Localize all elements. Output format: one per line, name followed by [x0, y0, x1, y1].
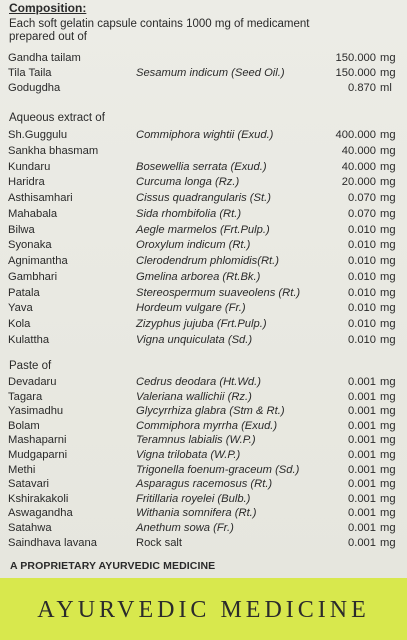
ingredient-quantity: 0.010 — [348, 270, 376, 283]
ingredient-quantity: 0.001 — [348, 507, 376, 520]
ingredient-unit: mg — [380, 449, 396, 461]
ingredient-quantity: 0.001 — [348, 449, 376, 461]
ingredient-unit: mg — [380, 192, 396, 204]
ingredient-quantity: 0.001 — [348, 492, 376, 505]
ingredient-unit: mg — [380, 129, 396, 141]
ingredient-unit: mg — [380, 52, 396, 64]
ingredient-row — [8, 224, 400, 237]
ingredient-unit: mg — [380, 176, 396, 189]
intro-line-2: prepared out of — [9, 31, 88, 43]
ingredient-unit: ml — [380, 82, 392, 94]
ingredient-row — [8, 449, 400, 462]
intro-line-1: Each soft gelatin capsule contains 1000 mg of medicament — [9, 18, 310, 30]
ingredient-row — [8, 464, 400, 477]
ingredient-source: Bosewellia serrata (Exud.) — [136, 160, 267, 173]
ingredient-quantity: 40.000 — [341, 160, 376, 173]
ingredient-source: Glycyrrhiza glabra (Stm & Rt.) — [136, 405, 285, 418]
ingredient-unit: mg — [380, 390, 396, 403]
ingredient-row — [8, 239, 400, 252]
ingredient-row — [8, 67, 400, 80]
composition-heading: Composition: — [9, 1, 87, 15]
ingredient-unit: mg — [380, 376, 396, 388]
ingredient-row — [8, 208, 400, 221]
ingredient-name: Bolam — [8, 419, 40, 432]
ingredient-source: Vigna trilobata (W.P.) — [136, 449, 241, 461]
ingredient-row — [8, 376, 400, 389]
ingredient-row — [8, 287, 400, 300]
ingredient-row — [8, 434, 400, 447]
ingredient-name: Satavari — [8, 478, 50, 491]
ingredient-row — [8, 420, 400, 433]
ingredient-name: Tagara — [8, 390, 43, 403]
ingredient-row — [8, 391, 400, 404]
ingredient-quantity: 150.000 — [335, 67, 376, 79]
ingredient-source: Withania somnifera (Rt.) — [136, 507, 257, 520]
ingredient-name: Kshirakakoli — [8, 492, 69, 505]
ingredient-name: Methi — [8, 463, 36, 476]
ingredient-name: Patala — [8, 286, 40, 299]
ingredient-row — [8, 537, 400, 550]
ingredient-row — [8, 302, 400, 315]
ingredient-source: Anethum sowa (Fr.) — [136, 522, 234, 534]
ingredient-quantity: 0.010 — [348, 286, 376, 299]
ingredient-unit: mg — [380, 463, 396, 476]
proprietary-note: A PROPRIETARY AYURVEDIC MEDICINE — [10, 560, 216, 572]
ingredient-name: Mashaparni — [8, 434, 67, 447]
ingredient-quantity: 0.010 — [348, 223, 376, 236]
ingredient-quantity: 0.010 — [348, 255, 376, 267]
ingredient-source: Commiphora myrrha (Exud.) — [136, 419, 278, 432]
ingredient-unit: mg — [380, 207, 396, 220]
ingredient-row — [8, 271, 400, 284]
ingredient-quantity: 0.010 — [348, 239, 376, 252]
ingredient-quantity: 0.001 — [348, 405, 376, 418]
ingredient-source: Teramnus labialis (W.P.) — [136, 434, 256, 447]
ingredient-source: Fritillaria royelei (Bulb.) — [136, 492, 251, 505]
ingredient-quantity: 0.001 — [348, 390, 376, 403]
ingredient-quantity: 0.010 — [348, 302, 376, 315]
ingredient-unit: mg — [380, 160, 396, 173]
ingredient-name: Agnimantha — [8, 255, 68, 267]
ingredient-source: Cedrus deodara (Ht.Wd.) — [136, 376, 261, 388]
ingredient-name: Haridra — [8, 176, 45, 189]
ingredient-quantity: 20.000 — [341, 176, 376, 189]
ingredient-quantity: 0.001 — [348, 463, 376, 476]
ingredient-quantity: 0.870 — [348, 82, 376, 94]
ingredient-row — [8, 176, 400, 189]
ingredient-quantity: 150.000 — [335, 52, 376, 64]
ingredient-source: Asparagus racemosus (Rt.) — [136, 478, 273, 491]
ingredient-name: Kola — [8, 318, 31, 330]
ingredient-row — [8, 318, 400, 331]
ingredient-quantity: 0.001 — [348, 419, 376, 432]
ingredient-quantity: 0.010 — [348, 333, 376, 346]
ingredient-source: Clerodendrum phlomidis(Rt.) — [136, 255, 280, 267]
ingredient-row — [8, 507, 400, 520]
ingredient-unit: mg — [380, 536, 396, 549]
ingredient-name: Sh.Guggulu — [8, 129, 68, 141]
ingredient-name: Devadaru — [8, 376, 57, 388]
ingredient-row — [8, 192, 400, 205]
ingredient-name: Mudgaparni — [8, 449, 68, 461]
ingredient-name: Aswagandha — [8, 507, 73, 520]
ingredient-row — [8, 478, 400, 491]
ingredient-name: Gambhari — [8, 270, 58, 283]
ingredient-name: Yava — [8, 302, 33, 315]
ingredient-source: Oroxylum indicum (Rt.) — [136, 239, 251, 252]
ingredient-unit: mg — [380, 255, 396, 267]
paste-heading: Paste of — [9, 360, 52, 372]
ingredient-quantity: 0.001 — [348, 376, 376, 388]
ingredient-source: Aegle marmelos (Frt.Pulp.) — [136, 223, 270, 236]
ingredient-quantity: 0.001 — [348, 434, 376, 447]
ingredient-unit: mg — [380, 478, 396, 491]
ingredient-quantity: 0.070 — [348, 207, 376, 220]
ingredient-source: Trigonella foenum-graceum (Sd.) — [136, 463, 300, 476]
ingredient-quantity: 0.001 — [348, 522, 376, 534]
ingredient-unit: mg — [380, 67, 396, 79]
ingredient-source: Sida rhombifolia (Rt.) — [136, 207, 242, 220]
ingredient-quantity: 0.010 — [348, 318, 376, 330]
ingredient-unit: mg — [380, 223, 396, 236]
ingredient-source: Rock salt — [136, 536, 183, 549]
ingredient-name: Bilwa — [8, 223, 35, 236]
ingredient-unit: mg — [380, 419, 396, 432]
ingredient-name: Godugdha — [8, 82, 61, 94]
ingredient-unit: mg — [380, 144, 396, 157]
ingredient-name: Mahabala — [8, 207, 58, 220]
ingredient-name: Sankha bhasmam — [8, 144, 99, 157]
ingredient-name: Kulattha — [8, 333, 50, 346]
ingredient-unit: mg — [380, 239, 396, 252]
ingredient-name: Gandha tailam — [8, 52, 81, 64]
ingredient-name: Satahwa — [8, 522, 52, 534]
ingredient-unit: mg — [380, 333, 396, 346]
ingredient-row — [8, 145, 400, 158]
ingredient-source: Stereospermum suaveolens (Rt.) — [136, 286, 301, 299]
ingredient-name: Asthisamhari — [8, 192, 73, 204]
ingredient-row — [8, 52, 400, 65]
ingredient-unit: mg — [380, 434, 396, 447]
ingredient-quantity: 400.000 — [335, 129, 376, 141]
ingredient-row — [8, 255, 400, 268]
ingredient-quantity: 0.001 — [348, 536, 376, 549]
ingredient-name: Tila Taila — [8, 67, 52, 79]
ingredient-source: Hordeum vulgare (Fr.) — [136, 302, 246, 315]
ingredient-source: Vigna unquiculata (Sd.) — [136, 333, 253, 346]
ingredient-source: Zizyphus jujuba (Frt.Pulp.) — [136, 318, 267, 330]
ingredient-unit: mg — [380, 522, 396, 534]
ingredient-quantity: 0.070 — [348, 192, 376, 204]
ingredient-row — [8, 129, 400, 142]
ingredient-unit: mg — [380, 318, 396, 330]
ingredient-source: Valeriana wallichii (Rz.) — [136, 390, 252, 403]
aqueous-heading: Aqueous extract of — [9, 112, 105, 124]
ingredient-row — [8, 522, 400, 535]
ingredient-name: Syonaka — [8, 239, 52, 252]
ingredient-quantity: 0.001 — [348, 478, 376, 491]
ingredient-source: Gmelina arborea (Rt.Bk.) — [136, 270, 261, 283]
ingredient-quantity: 40.000 — [341, 144, 376, 157]
ingredient-unit: mg — [380, 270, 396, 283]
ingredient-name: Saindhava lavana — [8, 536, 97, 549]
ingredient-row — [8, 82, 400, 95]
ingredient-row — [8, 405, 400, 418]
ingredient-row — [8, 161, 400, 174]
ingredient-name: Kundaru — [8, 160, 51, 173]
band-title: AYURVEDIC MEDICINE — [37, 597, 370, 623]
ingredient-source: Commiphora wightii (Exud.) — [136, 129, 274, 141]
ingredient-source: Sesamum indicum (Seed Oil.) — [136, 67, 285, 79]
ingredient-unit: mg — [380, 492, 396, 505]
ingredient-source: Curcuma longa (Rz.) — [136, 176, 240, 189]
ingredient-unit: mg — [380, 507, 396, 520]
ingredient-row — [8, 334, 400, 347]
ingredient-unit: mg — [380, 286, 396, 299]
ingredient-source: Cissus quadrangularis (St.) — [136, 192, 271, 204]
ingredient-row — [8, 493, 400, 506]
ingredient-name: Yasimadhu — [8, 405, 64, 418]
ingredient-unit: mg — [380, 405, 396, 418]
ingredient-unit: mg — [380, 302, 396, 315]
